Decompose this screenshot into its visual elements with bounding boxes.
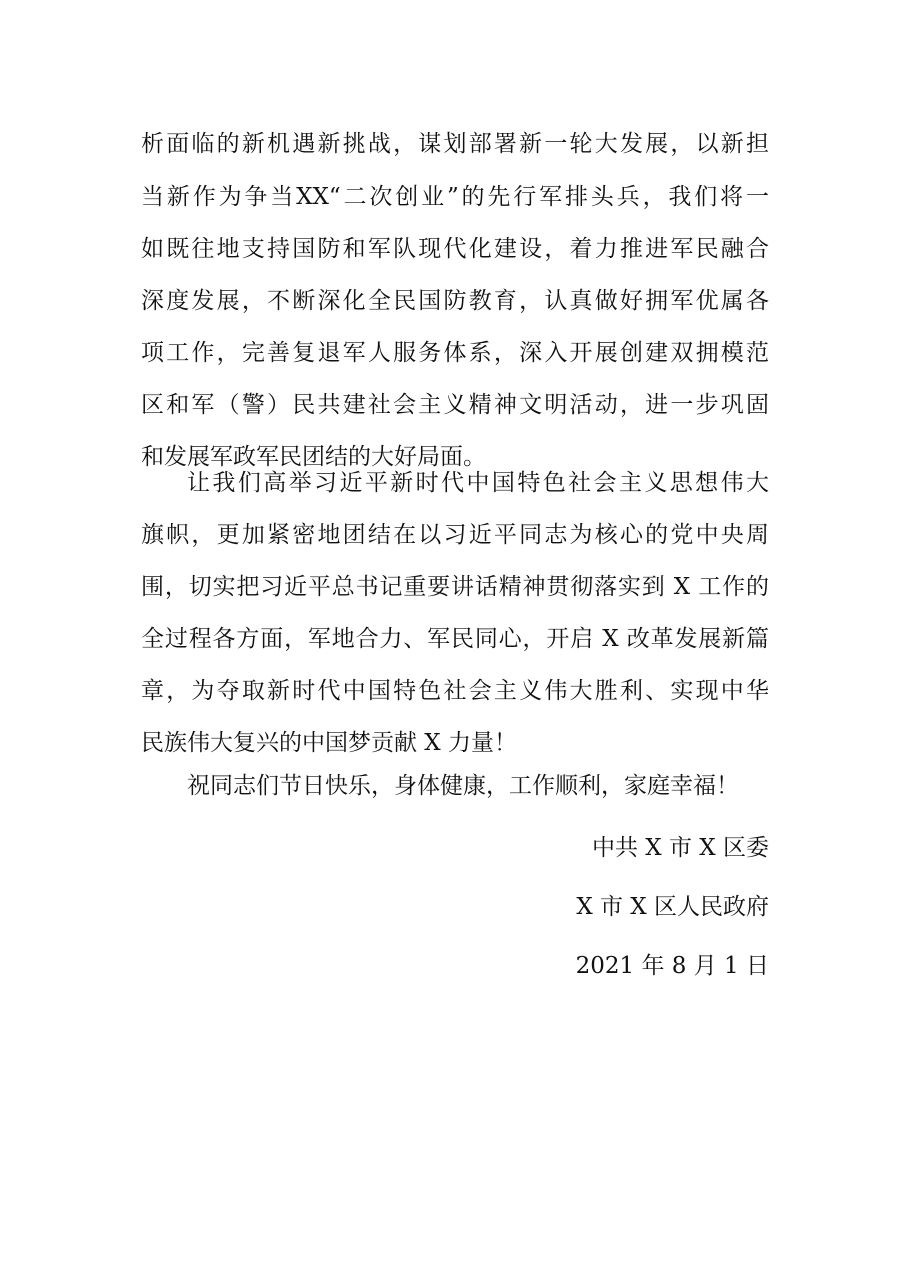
paragraph-2-line-4: 全过程各方面，军地合力、军民同心，开启 X 改革发展新篇 <box>141 626 769 652</box>
paragraph-1-line-5: 项工作，完善复退军人服务体系，深入开展创建双拥模范 <box>141 340 769 366</box>
signature-date: 2021 年 8 月 1 日 <box>575 953 769 979</box>
paragraph-2-line-1: 让我们高举习近平新时代中国特色社会主义思想伟大 <box>187 470 769 496</box>
paragraph-2-line-3: 围，切实把习近平总书记重要讲话精神贯彻落实到 X 工作的 <box>141 574 769 600</box>
paragraph-1-line-2: 当新作为争当XX“二次创业”的先行军排头兵，我们将一 <box>141 184 769 210</box>
paragraph-2-line-6: 民族伟大复兴的中国梦贡献 X 力量！ <box>141 730 517 756</box>
signature-org-1: 中共 X 市 X 区委 <box>592 835 769 861</box>
paragraph-1-line-3: 如既往地支持国防和军队现代化建设，着力推进军民融合 <box>141 236 769 262</box>
paragraph-3-line-1: 祝同志们节日快乐，身体健康，工作顺利，家庭幸福！ <box>187 773 739 799</box>
paragraph-2-line-2: 旗帜，更加紧密地团结在以习近平同志为核心的党中央周 <box>141 522 769 548</box>
paragraph-2-line-5: 章，为夺取新时代中国特色社会主义伟大胜利、实现中华 <box>141 678 769 704</box>
signature-org-2: X 市 X 区人民政府 <box>576 894 769 920</box>
paragraph-1-line-7: 和发展军政军民团结的大好局面。 <box>141 444 486 470</box>
paragraph-1-line-6: 区和军（警）民共建社会主义精神文明活动，进一步巩固 <box>141 392 769 418</box>
paragraph-1-line-4: 深度发展，不断深化全民国防教育，认真做好拥军优属各 <box>141 288 769 314</box>
paragraph-1-line-1: 析面临的新机遇新挑战，谋划部署新一轮大发展，以新担 <box>141 131 769 157</box>
